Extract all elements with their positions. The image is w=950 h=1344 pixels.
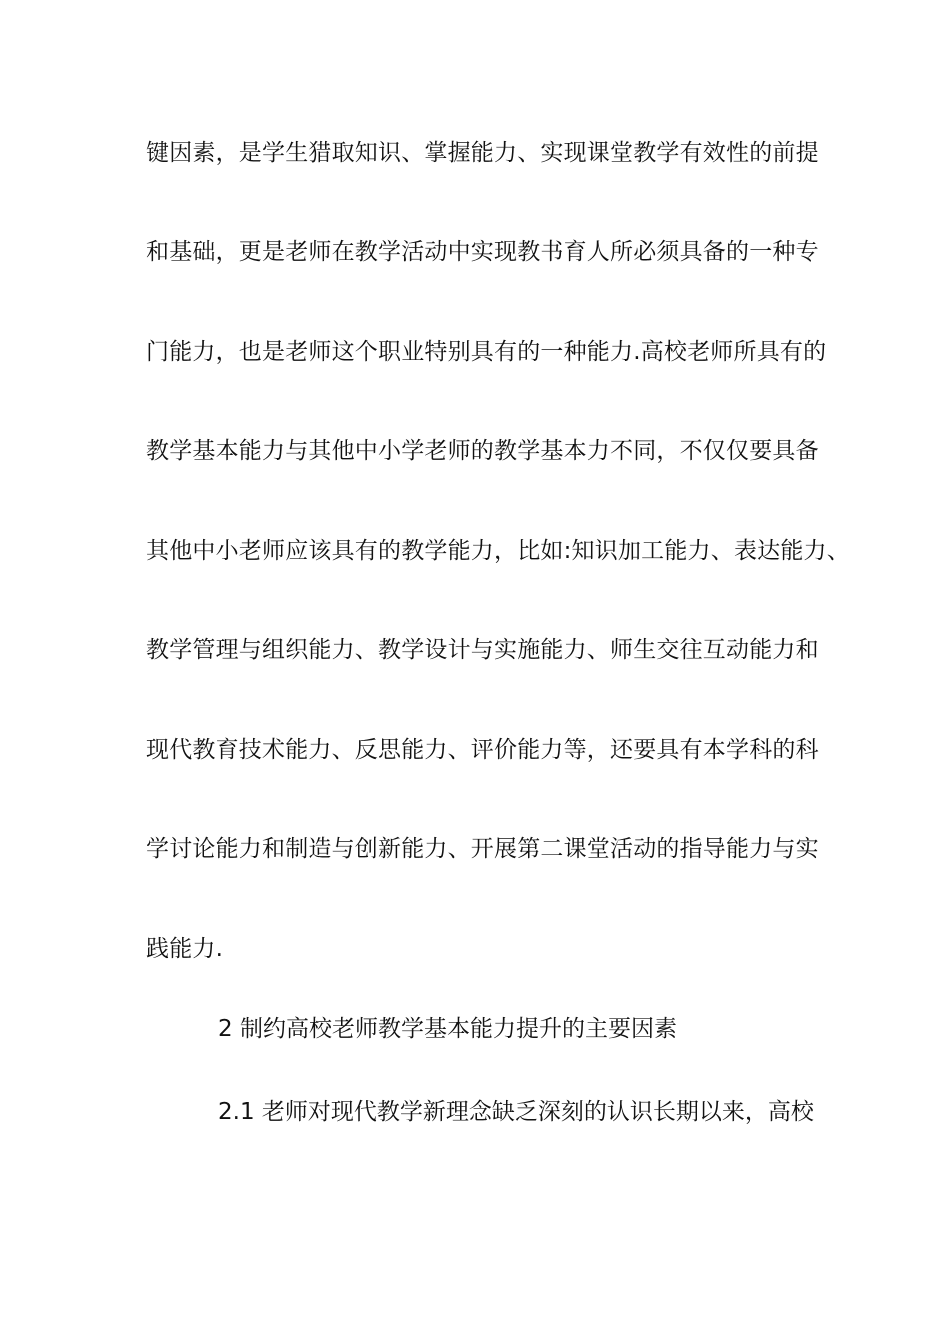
paragraph-line: 教学基本能力与其他中小学老师的教学基本力不同，不仅仅要具备	[146, 438, 819, 464]
paragraph-line: 和基础，更是老师在教学活动中实现教书育人所必须具备的一种专	[146, 239, 819, 265]
paragraph-line: 键因素，是学生猎取知识、掌握能力、实现课堂教学有效性的前提	[146, 140, 819, 166]
paragraph-line: 其他中小老师应该具有的教学能力，比如:知识加工能力、表达能力、	[146, 538, 850, 564]
paragraph-line: 学讨论能力和制造与创新能力、开展第二课堂活动的指导能力与实	[146, 836, 819, 862]
paragraph-line: 教学管理与组织能力、教学设计与实施能力、师生交往互动能力和	[146, 637, 819, 663]
paragraph-line: 践能力.	[146, 936, 224, 962]
section-heading: 2 制约高校老师教学基本能力提升的主要因素	[218, 1016, 677, 1042]
paragraph-line: 门能力，也是老师这个职业特别具有的一种能力.高校老师所具有的	[146, 339, 827, 365]
subsection-line: 2.1 老师对现代教学新理念缺乏深刻的认识长期以来，高校	[218, 1099, 814, 1125]
paragraph-line: 现代教育技术能力、反思能力、评价能力等，还要具有本学科的科	[146, 737, 819, 763]
